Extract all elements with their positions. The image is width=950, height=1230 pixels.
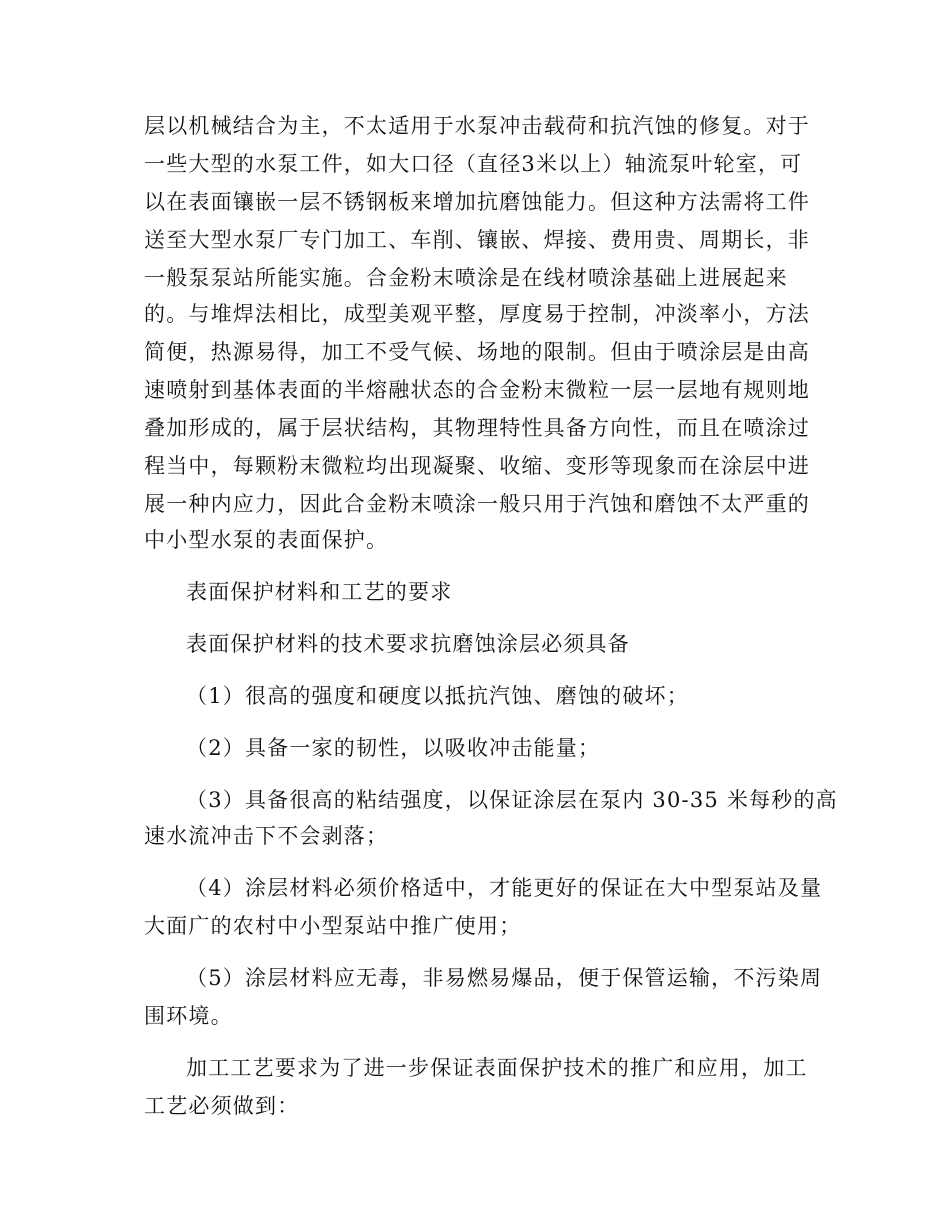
list-item: （1）很高的强度和硬度以抵抗汽蚀、磨蚀的破坏； (186, 684, 689, 708)
text-line: 送至大型水泵厂专门加工、车削、镶嵌、焊接、费用贵、周期长，非 (144, 228, 810, 252)
text-line: 一些大型的水泵工件，如大口径（直径3米以上）轴流泵叶轮室，可 (144, 152, 803, 176)
list-item: （3）具备很高的粘结强度，以保证涂层在泵内 30-35 米每秒的高 (186, 788, 838, 812)
text-line: 叠加形成的，属于层状结构，其物理特性具备方向性，而且在喷涂过 (144, 416, 810, 440)
list-item: （5）涂层材料应无毒，非易燃易爆品，便于保管运输，不污染周 (186, 966, 823, 990)
text-line: 简便，热源易得，加工不受气候、场地的限制。但由于喷涂层是由高 (144, 340, 810, 364)
text-line: 以在表面镶嵌一层不锈钢板来增加抗磨蚀能力。但这种方法需将工件 (144, 190, 810, 214)
text-line: 速喷射到基体表面的半熔融状态的合金粉末微粒一层一层地有规则地 (144, 378, 810, 402)
list-item: （2）具备一家的韧性，以吸收冲击能量； (186, 736, 601, 760)
text-line: 层以机械结合为主，不太适用于水泵冲击载荷和抗汽蚀的修复。对于 (144, 114, 810, 138)
list-item-continuation: 大面广的农村中小型泵站中推广使用； (144, 914, 522, 938)
section-heading: 表面保护材料和工艺的要求 (186, 580, 453, 604)
text-line: 一般泵泵站所能实施。合金粉末喷涂是在线材喷涂基础上进展起来 (144, 266, 788, 290)
text-line: 中小型水泵的表面保护。 (144, 528, 389, 552)
list-item-continuation: 速水流冲击下不会剥落； (144, 824, 389, 848)
text-line: 的。与堆焊法相比，成型美观平整，厚度易于控制，冲淡率小，方法 (144, 302, 810, 326)
list-item: （4）涂层材料必须价格适中，才能更好的保证在大中型泵站及量 (186, 876, 823, 900)
text-line: 程当中，每颗粉末微粒均出现凝聚、收缩、变形等现象而在涂层中进 (144, 454, 810, 478)
list-item-continuation: 围环境。 (144, 1004, 233, 1028)
subsection-heading: 表面保护材料的技术要求抗磨蚀涂层必须具备 (186, 632, 630, 656)
text-line: 展一种内应力，因此合金粉末喷涂一般只用于汽蚀和磨蚀不太严重的 (144, 492, 810, 516)
text-line: 工艺必须做到： (144, 1094, 300, 1118)
text-line: 加工工艺要求为了进一步保证表面保护技术的推广和应用，加工 (186, 1056, 808, 1080)
